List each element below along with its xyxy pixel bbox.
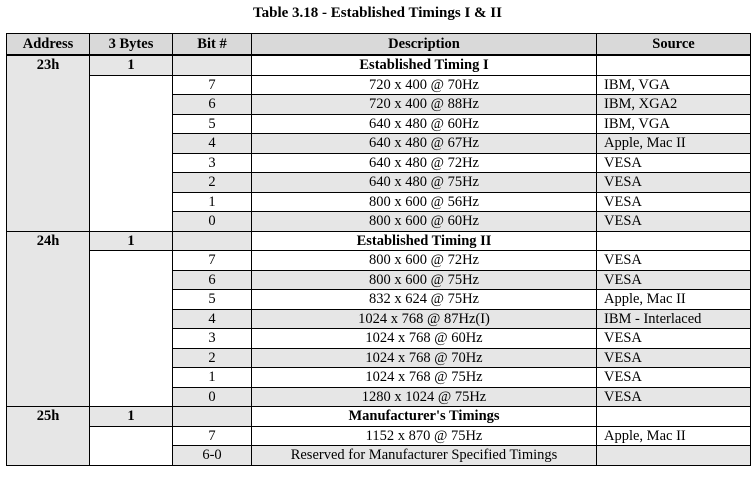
description-cell: 1024 x 768 @ 75Hz bbox=[252, 368, 597, 388]
source-cell: IBM, XGA2 bbox=[597, 95, 751, 115]
timing-row bbox=[7, 426, 751, 446]
table-caption: Table 3.18 - Established Timings I & II bbox=[253, 5, 502, 21]
description-cell: Reserved for Manufacturer Specified Timings bbox=[252, 446, 597, 466]
description-cell: 720 x 400 @ 88Hz bbox=[252, 95, 597, 115]
section-heading-row bbox=[7, 231, 751, 251]
description-cell: 800 x 600 @ 56Hz bbox=[252, 192, 597, 212]
description-cell: 1024 x 768 @ 87Hz(I) bbox=[252, 309, 597, 329]
bit-cell: 5 bbox=[173, 290, 252, 310]
address-cell: 23h bbox=[7, 55, 90, 231]
description-cell: 640 x 480 @ 75Hz bbox=[252, 173, 597, 193]
bytes-cell: 1 bbox=[90, 231, 173, 251]
column-header-description: Description bbox=[252, 34, 597, 56]
description-cell: 1152 x 870 @ 75Hz bbox=[252, 426, 597, 446]
description-cell: 800 x 600 @ 75Hz bbox=[252, 270, 597, 290]
source-cell: VESA bbox=[597, 348, 751, 368]
bytes-cell: 1 bbox=[90, 55, 173, 75]
description-cell: 1280 x 1024 @ 75Hz bbox=[252, 387, 597, 407]
bit-cell: 5 bbox=[173, 114, 252, 134]
section-title: Manufacturer's Timings bbox=[252, 407, 597, 427]
column-header-address: Address bbox=[7, 34, 90, 56]
address-cell: 25h bbox=[7, 407, 90, 466]
source-cell: VESA bbox=[597, 212, 751, 232]
source-cell-empty bbox=[597, 407, 751, 427]
source-cell: VESA bbox=[597, 387, 751, 407]
bit-cell-empty bbox=[173, 231, 252, 251]
description-cell: 720 x 400 @ 70Hz bbox=[252, 75, 597, 95]
section-title: Established Timing II bbox=[252, 231, 597, 251]
bit-cell: 7 bbox=[173, 75, 252, 95]
bytes-cell-empty bbox=[90, 251, 173, 407]
source-cell: VESA bbox=[597, 368, 751, 388]
description-cell: 832 x 624 @ 75Hz bbox=[252, 290, 597, 310]
timing-row bbox=[7, 251, 751, 271]
timing-row bbox=[7, 75, 751, 95]
source-cell bbox=[597, 446, 751, 466]
bit-cell: 1 bbox=[173, 368, 252, 388]
bit-cell: 1 bbox=[173, 192, 252, 212]
bit-cell: 6 bbox=[173, 270, 252, 290]
address-cell: 24h bbox=[7, 231, 90, 407]
column-header-source: Source bbox=[597, 34, 751, 56]
bit-cell-empty bbox=[173, 55, 252, 75]
table-header bbox=[7, 34, 751, 56]
bit-cell: 0 bbox=[173, 387, 252, 407]
section-title: Established Timing I bbox=[252, 55, 597, 75]
description-cell: 640 x 480 @ 60Hz bbox=[252, 114, 597, 134]
bytes-cell: 1 bbox=[90, 407, 173, 427]
description-cell: 1024 x 768 @ 60Hz bbox=[252, 329, 597, 349]
bit-cell: 6-0 bbox=[173, 446, 252, 466]
bit-cell: 7 bbox=[173, 251, 252, 271]
source-cell: VESA bbox=[597, 270, 751, 290]
source-cell-empty bbox=[597, 231, 751, 251]
bit-cell: 7 bbox=[173, 426, 252, 446]
description-cell: 640 x 480 @ 67Hz bbox=[252, 134, 597, 154]
bit-cell: 0 bbox=[173, 212, 252, 232]
source-cell: VESA bbox=[597, 153, 751, 173]
bit-cell: 2 bbox=[173, 173, 252, 193]
bit-cell: 2 bbox=[173, 348, 252, 368]
bit-cell: 3 bbox=[173, 153, 252, 173]
section-heading-row bbox=[7, 55, 751, 75]
column-header-bytes: 3 Bytes bbox=[90, 34, 173, 56]
bit-cell: 4 bbox=[173, 309, 252, 329]
source-cell: IBM - Interlaced bbox=[597, 309, 751, 329]
source-cell: Apple, Mac II bbox=[597, 290, 751, 310]
source-cell: Apple, Mac II bbox=[597, 426, 751, 446]
section-heading-row bbox=[7, 407, 751, 427]
bit-cell: 3 bbox=[173, 329, 252, 349]
bit-cell: 4 bbox=[173, 134, 252, 154]
source-cell: VESA bbox=[597, 192, 751, 212]
source-cell: VESA bbox=[597, 329, 751, 349]
source-cell: VESA bbox=[597, 251, 751, 271]
description-cell: 1024 x 768 @ 70Hz bbox=[252, 348, 597, 368]
source-cell: Apple, Mac II bbox=[597, 134, 751, 154]
description-cell: 800 x 600 @ 72Hz bbox=[252, 251, 597, 271]
bit-cell: 6 bbox=[173, 95, 252, 115]
column-header-bit: Bit # bbox=[173, 34, 252, 56]
source-cell-empty bbox=[597, 55, 751, 75]
table-body bbox=[7, 55, 751, 465]
bit-cell-empty bbox=[173, 407, 252, 427]
source-cell: VESA bbox=[597, 173, 751, 193]
bytes-cell-empty bbox=[90, 75, 173, 231]
source-cell: IBM, VGA bbox=[597, 75, 751, 95]
description-cell: 800 x 600 @ 60Hz bbox=[252, 212, 597, 232]
established-timings-table bbox=[6, 33, 751, 466]
description-cell: 640 x 480 @ 72Hz bbox=[252, 153, 597, 173]
bytes-cell-empty bbox=[90, 426, 173, 465]
header-row bbox=[7, 34, 751, 56]
source-cell: IBM, VGA bbox=[597, 114, 751, 134]
